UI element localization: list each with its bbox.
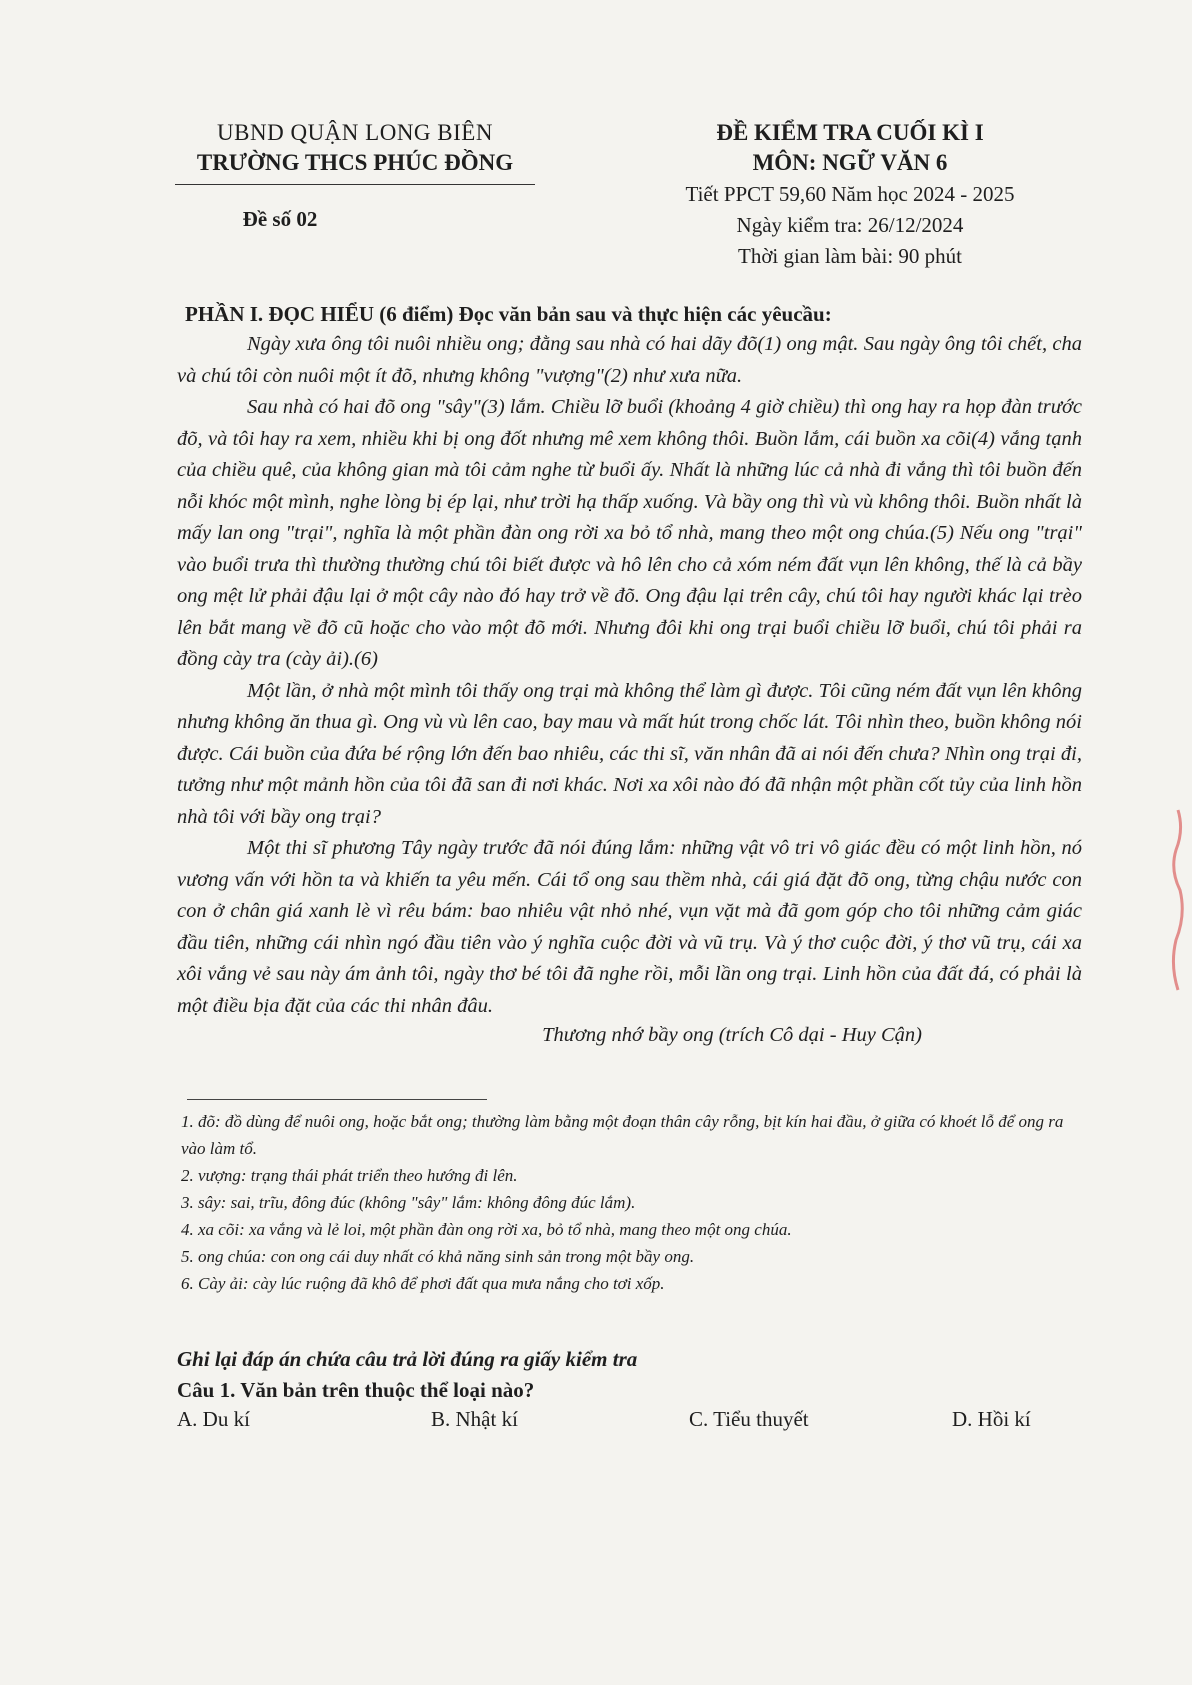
passage-paragraph: Ngày xưa ông tôi nuôi nhiều ong; đằng sau nhà có hai dãy đõ(1) ong mật. Sau ngày ông tôi chết, cha và chú tôi còn nuôi một ít đõ, nhưng không "vượng"(2) như xưa nữa.: [177, 333, 1082, 387]
passage-paragraph: Một lần, ở nhà một mình tôi thấy ong trại mà không thể làm gì được. Tôi cũng ném đất vụn lên không nhưng không ăn thua gì. Ong vù vù lên cao, bay mau và mất hút trong chốc lát. Tôi nhìn theo, buồn không nói được. Cái buồn của đứa bé rộng lớn đến bao nhiêu, các thi sĩ, văn nhân đã ai nói đến chưa? Nhìn ong trại đi, tưởng như một mảnh hồn của tôi đã san đi nơi khác. Nơi xa xôi nào đó đã nhận một phần cốt tủy của linh hồn nhà tôi với bầy ong trại?: [177, 679, 1082, 828]
option-a: A. Du kí: [177, 1407, 250, 1431]
footnote: 6. Cày ải: cày lúc ruộng đã khô để phơi đất qua mưa nắng cho tơi xốp.: [181, 1274, 665, 1293]
option-b: B. Nhật kí: [431, 1407, 518, 1431]
question-1: Câu 1. Văn bản trên thuộc thể loại nào?: [177, 1378, 535, 1402]
school-name: TRƯỜNG THCS PHÚC ĐỒNG: [196, 150, 514, 175]
header-left: [170, 120, 540, 232]
footnotes: [181, 1108, 1082, 1297]
question-1-options: [177, 1407, 1082, 1437]
answer-instruction: Ghi lại đáp án chứa câu trả lời đúng ra giấy kiểm tra: [177, 1347, 638, 1371]
subject: MÔN: NGỮ VĂN 6: [752, 150, 948, 175]
exam-duration: Thời gian làm bài: 90 phút: [738, 244, 962, 268]
passage-paragraph: Một thi sĩ phương Tây ngày trước đã nói đúng lắm: những vật vô tri vô giác đều có một linh hồn, nó vương vấn với hồn ta và khiến ta yêu mến. Cái tổ ong sau thềm nhà, cái giá đặt đõ ong, từng chậu nước con con ở chân giá xanh lè vì rêu bám: bao nhiêu vật nhỏ nhé, vụn vặt mà đã gom góp cho tôi những cảm giác đầu tiên, những cái nhìn ngó đầu tiên vào ý nghĩa cuộc đời và vũ trụ. Và ý thơ cuộc đời, ý thơ vũ trụ, cái xa xôi vắng vẻ sau này ám ảnh tôi, ngày thơ bé tôi đã nghe rồi, mỗi lần ong trại. Linh hồn của đất đá, có phải là một điều bịa đặt của các thi nhân đâu.: [177, 837, 1082, 1017]
footnote: 1. đõ: đồ dùng để nuôi ong, hoặc bắt ong; thường làm bằng một đoạn thân cây rỗng, bịt kín hai đầu, ở giữa có khoét lỗ để ong ra vào làm tổ.: [181, 1112, 1064, 1158]
red-stamp-mark: [1160, 800, 1190, 1000]
footnote: 2. vượng: trạng thái phát triển theo hướng đi lên.: [181, 1166, 518, 1185]
footnote-divider: [187, 1099, 487, 1100]
exam-code: Đề số 02: [242, 207, 318, 231]
header-underline: [175, 184, 535, 185]
exam-title: ĐỀ KIỂM TRA CUỐI KÌ I: [716, 120, 984, 145]
district-name: UBND QUẬN LONG BIÊN: [217, 120, 493, 145]
period-info: Tiết PPCT 59,60 Năm học 2024 - 2025: [685, 182, 1015, 206]
main-content: [177, 302, 1082, 1437]
option-d: D. Hồi kí: [952, 1407, 1031, 1431]
section-title: PHẦN I. ĐỌC HIỂU (6 điểm) Đọc văn bản sau và thực hiện các yêucầu:: [185, 302, 832, 326]
footnote: 5. ong chúa: con ong cái duy nhất có khả năng sinh sản trong một bầy ong.: [181, 1247, 695, 1266]
option-c: C. Tiểu thuyết: [689, 1407, 809, 1431]
footnote: 3. sây: sai, trĩu, đông đúc (không "sây" lắm: không đông đúc lắm).: [181, 1193, 636, 1212]
footnote: 4. xa cõi: xa vắng và lẻ loi, một phần đàn ong rời xa, bỏ tổ nhà, mang theo một ong chúa.: [181, 1220, 792, 1239]
passage-source: Thương nhớ bầy ong (trích Cô dại - Huy Cận): [542, 1024, 922, 1046]
exam-date: Ngày kiểm tra: 26/12/2024: [736, 213, 964, 237]
header-right: [620, 120, 1080, 269]
passage-paragraph: Sau nhà có hai đõ ong "sây"(3) lắm. Chiều lỡ buổi (khoảng 4 giờ chiều) thì ong hay ra họp đàn trước đõ, và tôi hay ra xem, nhiều khi bị ong đốt nhưng mê xem không thôi. Buồn lắm, cái buồn xa cõi(4) vắng tạnh của chiều quê, của không gian mà tôi cảm nghe từ buổi ấy. Nhất là những lúc cả nhà đi vắng thì tôi buồn đến nỗi khóc một mình, nghe lòng bị ép lại, như trời hạ thấp xuống. Và bầy ong thì vù vù không thôi. Buồn nhất là mấy lan ong "trại", nghĩa là một phần đàn ong rời xa bỏ tổ nhà, mang theo một ong chúa.(5) Nếu ong "trại" vào buổi trưa thì thường thường chú tôi biết được và hô lên cho cả xóm ném đất vụn lên không, thế là cả bầy ong mệt lử phải đậu lại ở một cây nào đó hay trở về đõ. Ong đậu lại trên cây, chú tôi hay người khác lại trèo lên bắt mang về đõ cũ hoặc cho vào một đõ mới. Nhưng đôi khi ong trại buổi chiều lỡ buổi, chú tôi phải ra đồng cày tra (cày ải).(6): [177, 396, 1082, 670]
